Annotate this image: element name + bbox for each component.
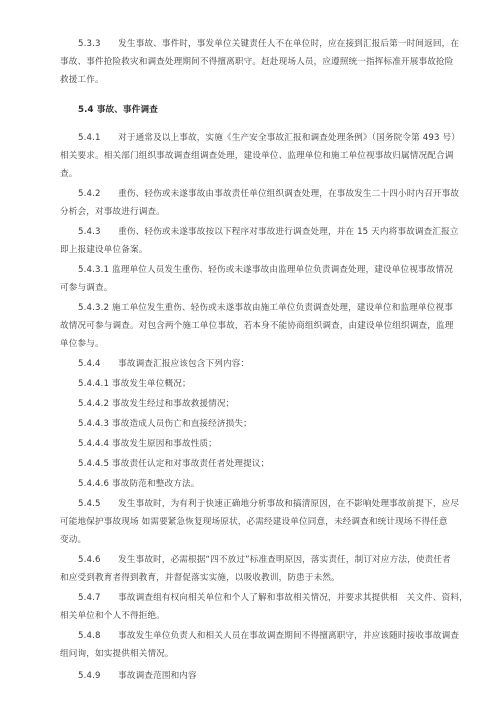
text-line: 查。 xyxy=(60,169,78,179)
text-line: 相关要求。相关部门组织事故调查组调查处理，建设单位、监理单位和施工单位视事故归属情况配合调 xyxy=(60,151,454,161)
text-line: 5.4.3.1 监理单位人员发生重伤、轻伤或未遂事故由监理单位负责调查处理，建设单位视事故情况 xyxy=(78,265,454,275)
text-line: 5.4.6 发生事故时，必需根据“四不放过”标准查明原因，落实责任，制订对应方法，使责任者 xyxy=(78,555,451,565)
text-line: 5.4.7 事故调查组有权向相关单位和个人了解和事故相关情况，并要求其提供相 关文件、资料， xyxy=(78,593,468,603)
list-item: 5.4.4.1 事故发生单位概况； xyxy=(78,379,191,389)
text-line: 故情况可参与调查。对包含两个施工单位事故，若本身不能协商组织调查，由建设单位组织调查，监理 xyxy=(60,321,454,331)
text-line: 分析会，对事故进行调查。 xyxy=(60,207,165,217)
text-line: 救援工作。 xyxy=(60,75,104,85)
list-item: 5.4.4.3 事故造成人员伤亡和直接经济损失； xyxy=(78,419,252,429)
text-line: 可能地保护事故现场 如需要紧急恢复现场原状，必需经建设单位同意，未经调查和统计现场不得任意 xyxy=(60,517,448,527)
list-item: 5.4.4.6 事故防范和整改方法。 xyxy=(78,479,200,489)
list-item: 5.4.4 事故调查汇报应该包含下列内容： xyxy=(78,359,250,369)
section-heading: 5.4 事故、事件调查 xyxy=(78,105,159,115)
text-line: 5.4.3.2 施工单位发生重伤、轻伤或未遂事故由施工单位负责调查处理，建设单位和监理单位视事 xyxy=(78,303,454,313)
text-line: 5.4.5 发生事故时，为有利于快速正确地分析事故和搞清原因，在不影响处理事故前提下，应尽 xyxy=(78,499,460,509)
text-line: 可参与调查。 xyxy=(60,283,113,293)
list-item: 5.4.4.4 事故发生原因和事故性质； xyxy=(78,439,217,449)
text-line: 变动。 xyxy=(60,535,87,545)
text-line: 5.4.1 对于通常及以上事故，实施《生产安全事故汇报和调查处理条例》（国务院令第 493 号） xyxy=(78,133,460,143)
text-line: 单位参与。 xyxy=(60,339,104,349)
text-line: 组问询，如实提供相关情况。 xyxy=(60,649,174,659)
text-line: 5.4.3 重伤、轻伤或未遂事故按以下程序对事故进行调查处理，并在 15 天内将事故调查汇报立 xyxy=(78,227,459,237)
text-line: 5.4.2 重伤、轻伤或未遂事故由事故责任单位组织调查处理，在事故发生二十四小时内召开事故 xyxy=(78,189,460,199)
text-line: 和应受到教育者得到教育，并督促落实实施，以吸收教训，防患于未然。 xyxy=(60,573,340,583)
list-item: 5.4.4.2 事故发生经过和事故救援情况； xyxy=(78,399,235,409)
text-line: 即上报建设单位备案。 xyxy=(60,245,148,255)
text-line: 5.4.8 事故发生单位负责人和相关人员在事故调查期间不得擅离职守，并应该随时接收事故调查 xyxy=(78,631,460,641)
text-line: 事故、事件抢险救灾和调查处理期间不得擅离职守。赶赴现场人员，应遵照统一指挥标准开展事故抢险 xyxy=(60,57,454,67)
text-line: 5.3.3 发生事故、事件时，事发单位关键责任人不在单位时，应在接到汇报后第一时间返回，在 xyxy=(78,39,460,49)
list-item: 5.4.4.5 事故责任认定和对事故责任者处理提议； xyxy=(78,459,270,469)
text-line: 5.4.9 事故调查范围和内容 xyxy=(78,671,197,681)
text-line: 相关单位和个人不得拒绝。 xyxy=(60,611,165,621)
